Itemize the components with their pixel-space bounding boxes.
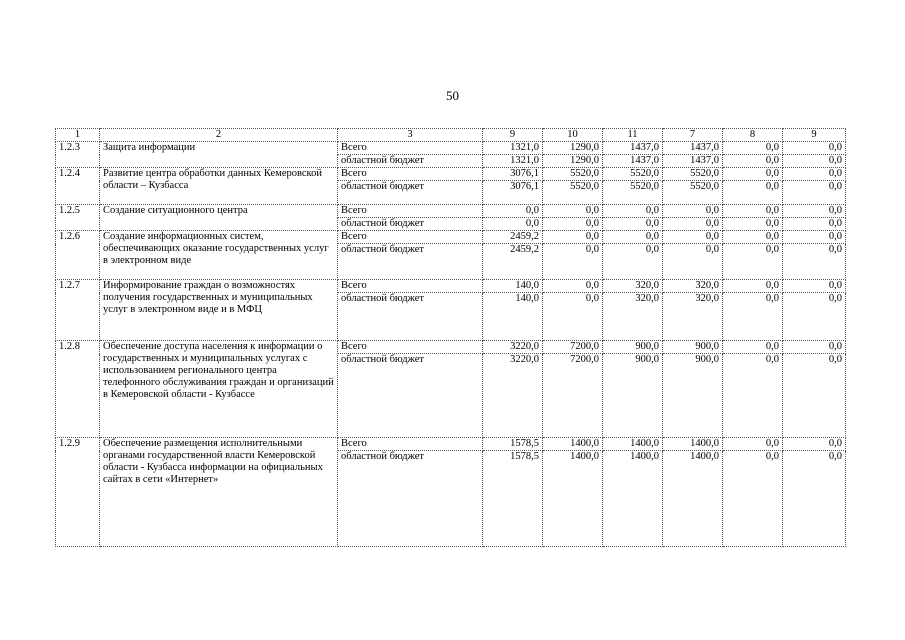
amount-cell: 0,0	[723, 231, 783, 244]
table-row	[56, 168, 846, 181]
column-header: 11	[603, 129, 663, 142]
amount-cell: 0,0	[723, 181, 783, 205]
amount-cell: 140,0	[483, 280, 543, 293]
amount-cell: 5520,0	[543, 168, 603, 181]
amount-cell: 0,0	[723, 168, 783, 181]
amount-cell: 5520,0	[663, 168, 723, 181]
item-name: Информирование граждан о возможностях получения государственных и муниципальных услуг в электронном виде и в МФЦ	[100, 280, 338, 341]
table-row	[56, 205, 846, 218]
amount-cell: 7200,0	[543, 354, 603, 438]
item-code: 1.2.5	[56, 205, 100, 231]
amount-cell: 320,0	[603, 293, 663, 341]
funding-source: Всего	[338, 280, 483, 293]
amount-cell: 2459,2	[483, 231, 543, 244]
amount-cell: 0,0	[783, 205, 846, 218]
amount-cell: 0,0	[783, 244, 846, 280]
table-row	[56, 280, 846, 293]
item-code: 1.2.6	[56, 231, 100, 280]
amount-cell: 0,0	[483, 205, 543, 218]
amount-cell: 0,0	[783, 293, 846, 341]
amount-cell: 1437,0	[603, 155, 663, 168]
amount-cell: 0,0	[783, 218, 846, 231]
amount-cell: 1321,0	[483, 142, 543, 155]
item-code: 1.2.7	[56, 280, 100, 341]
column-header: 10	[543, 129, 603, 142]
item-name: Обеспечение доступа населения к информации о государственных и муниципальных услугах с использованием регионального центра телефонного обслуживания граждан и организаций в Кемеровской области - Кузбассе	[100, 341, 338, 438]
amount-cell: 0,0	[723, 280, 783, 293]
amount-cell: 0,0	[663, 205, 723, 218]
amount-cell: 5520,0	[663, 181, 723, 205]
amount-cell: 0,0	[723, 205, 783, 218]
amount-cell: 0,0	[723, 142, 783, 155]
amount-cell: 0,0	[483, 218, 543, 231]
amount-cell: 0,0	[723, 341, 783, 354]
amount-cell: 0,0	[543, 218, 603, 231]
amount-cell: 0,0	[663, 244, 723, 280]
amount-cell: 0,0	[543, 280, 603, 293]
amount-cell: 1400,0	[543, 451, 603, 547]
amount-cell: 0,0	[603, 231, 663, 244]
amount-cell: 0,0	[783, 142, 846, 155]
amount-cell: 3220,0	[483, 354, 543, 438]
funding-source: областной бюджет	[338, 218, 483, 231]
column-header: 3	[338, 129, 483, 142]
amount-cell: 0,0	[543, 205, 603, 218]
amount-cell: 0,0	[723, 451, 783, 547]
table-body	[56, 142, 846, 547]
funding-source: областной бюджет	[338, 244, 483, 280]
amount-cell: 1437,0	[603, 142, 663, 155]
item-code: 1.2.3	[56, 142, 100, 168]
amount-cell: 0,0	[783, 231, 846, 244]
amount-cell: 0,0	[723, 155, 783, 168]
amount-cell: 3076,1	[483, 168, 543, 181]
funding-source: Всего	[338, 142, 483, 155]
amount-cell: 1290,0	[543, 155, 603, 168]
funding-source: областной бюджет	[338, 451, 483, 547]
item-name: Развитие центра обработки данных Кемеровской области – Кузбасса	[100, 168, 338, 205]
amount-cell: 0,0	[783, 280, 846, 293]
item-name: Обеспечение размещения исполнительными органами государственной власти Кемеровской области - Кузбасса информации на официальных сайтах в сети «Интернет»	[100, 438, 338, 547]
item-code: 1.2.8	[56, 341, 100, 438]
amount-cell: 7200,0	[543, 341, 603, 354]
funding-source: областной бюджет	[338, 354, 483, 438]
amount-cell: 0,0	[783, 438, 846, 451]
amount-cell: 0,0	[663, 231, 723, 244]
column-header: 9	[783, 129, 846, 142]
column-header: 2	[100, 129, 338, 142]
table-row	[56, 231, 846, 244]
amount-cell: 3076,1	[483, 181, 543, 205]
amount-cell: 900,0	[663, 341, 723, 354]
column-header: 8	[723, 129, 783, 142]
amount-cell: 5520,0	[603, 181, 663, 205]
funding-source: Всего	[338, 231, 483, 244]
amount-cell: 140,0	[483, 293, 543, 341]
table-row	[56, 341, 846, 354]
funding-source: областной бюджет	[338, 181, 483, 205]
item-name: Создание информационных систем, обеспечивающих оказание государственных услуг в электронном виде	[100, 231, 338, 280]
amount-cell: 1400,0	[603, 438, 663, 451]
amount-cell: 0,0	[543, 293, 603, 341]
amount-cell: 1400,0	[543, 438, 603, 451]
amount-cell: 0,0	[723, 438, 783, 451]
funding-source: Всего	[338, 438, 483, 451]
table-row	[56, 142, 846, 155]
funding-source: областной бюджет	[338, 155, 483, 168]
amount-cell: 1578,5	[483, 451, 543, 547]
item-code: 1.2.9	[56, 438, 100, 547]
page-number: 50	[446, 88, 459, 103]
amount-cell: 0,0	[603, 205, 663, 218]
amount-cell: 0,0	[543, 244, 603, 280]
amount-cell: 900,0	[603, 354, 663, 438]
header-row	[56, 129, 846, 142]
amount-cell: 5520,0	[603, 168, 663, 181]
item-code: 1.2.4	[56, 168, 100, 205]
column-header: 1	[56, 129, 100, 142]
amount-cell: 1400,0	[663, 451, 723, 547]
amount-cell: 5520,0	[543, 181, 603, 205]
amount-cell: 900,0	[603, 341, 663, 354]
amount-cell: 0,0	[543, 231, 603, 244]
amount-cell: 320,0	[663, 280, 723, 293]
funding-source: областной бюджет	[338, 293, 483, 341]
table-row	[56, 438, 846, 451]
amount-cell: 1437,0	[663, 155, 723, 168]
amount-cell: 1400,0	[603, 451, 663, 547]
amount-cell: 3220,0	[483, 341, 543, 354]
amount-cell: 0,0	[783, 341, 846, 354]
column-header: 7	[663, 129, 723, 142]
amount-cell: 0,0	[723, 218, 783, 231]
amount-cell: 2459,2	[483, 244, 543, 280]
amount-cell: 0,0	[723, 293, 783, 341]
funding-source: Всего	[338, 205, 483, 218]
amount-cell: 320,0	[663, 293, 723, 341]
amount-cell: 1578,5	[483, 438, 543, 451]
amount-cell: 0,0	[783, 181, 846, 205]
amount-cell: 0,0	[663, 218, 723, 231]
amount-cell: 1290,0	[543, 142, 603, 155]
item-name: Создание ситуационного центра	[100, 205, 338, 231]
item-name: Защита информации	[100, 142, 338, 168]
amount-cell: 0,0	[603, 218, 663, 231]
funding-source: Всего	[338, 168, 483, 181]
amount-cell: 1437,0	[663, 142, 723, 155]
amount-cell: 1321,0	[483, 155, 543, 168]
funding-source: Всего	[338, 341, 483, 354]
amount-cell: 0,0	[783, 155, 846, 168]
amount-cell: 0,0	[723, 354, 783, 438]
amount-cell: 0,0	[603, 244, 663, 280]
amount-cell: 0,0	[783, 168, 846, 181]
budget-table	[55, 128, 846, 547]
amount-cell: 320,0	[603, 280, 663, 293]
amount-cell: 0,0	[723, 244, 783, 280]
amount-cell: 0,0	[783, 451, 846, 547]
amount-cell: 900,0	[663, 354, 723, 438]
column-header: 9	[483, 129, 543, 142]
amount-cell: 1400,0	[663, 438, 723, 451]
amount-cell: 0,0	[783, 354, 846, 438]
